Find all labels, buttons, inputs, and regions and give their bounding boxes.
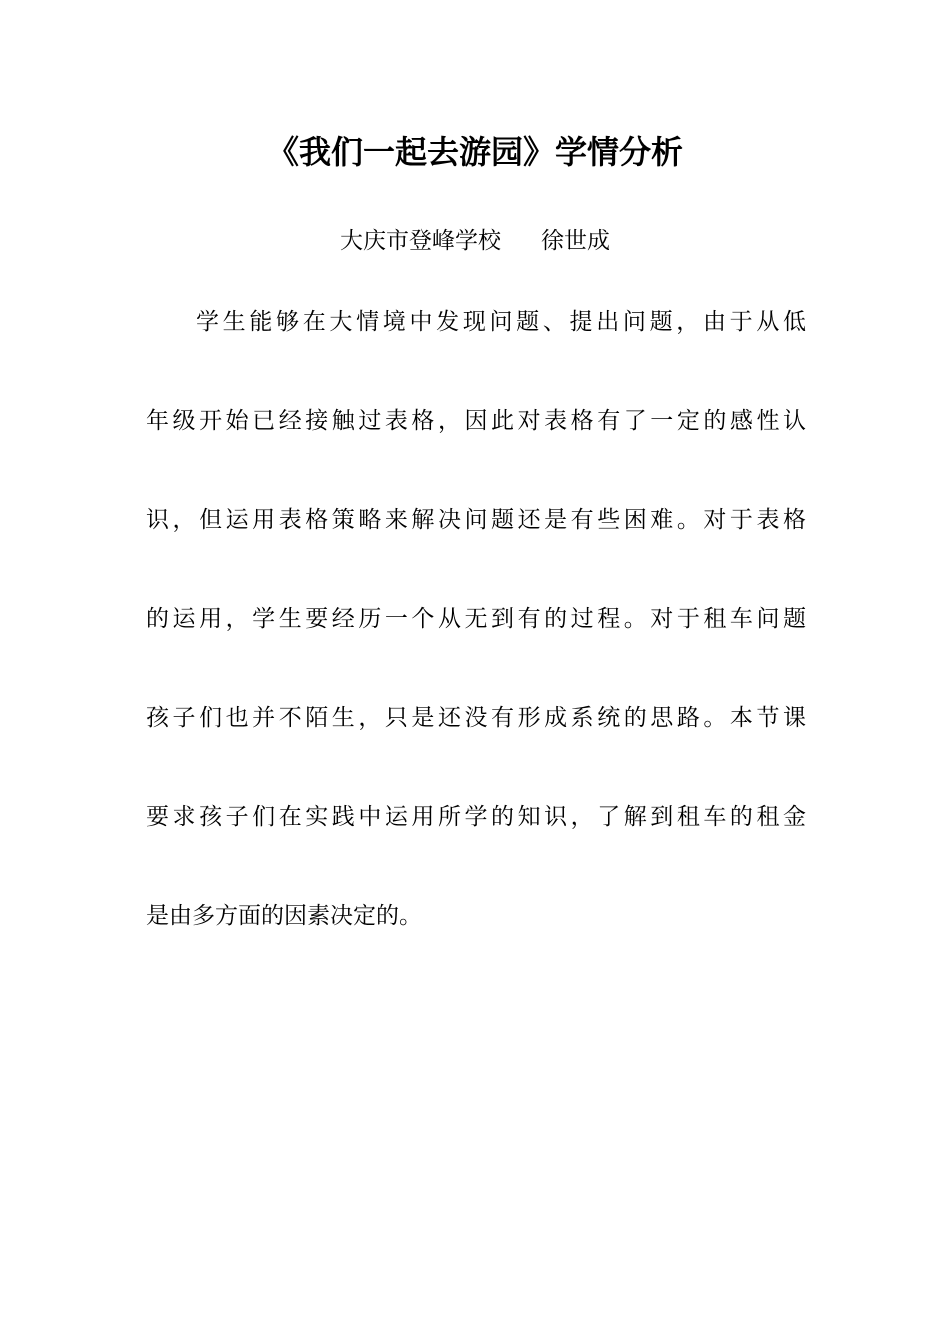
paragraph-line: 的运用，学生要经历一个从无到有的过程。对于租车问题: [146, 606, 806, 632]
byline: [0, 224, 950, 258]
paragraph-line: 年级开始已经接触过表格，因此对表格有了一定的感性认: [146, 408, 806, 434]
author-name: 徐世成: [541, 228, 610, 254]
school-name: 大庆市登峰学校: [340, 228, 501, 254]
document-title: 《我们一起去游园》学情分析: [266, 133, 683, 171]
paragraph-line: 识，但运用表格策略来解决问题还是有些困难。对于表格: [146, 507, 806, 533]
paragraph-line: 是由多方面的因素决定的。: [146, 903, 422, 929]
paragraph-line: 要求孩子们在实践中运用所学的知识，了解到租车的租金: [146, 804, 806, 830]
paragraph-line: 孩子们也并不陌生，只是还没有形成系统的思路。本节课: [146, 705, 806, 731]
paragraph-line: 学生能够在大情境中发现问题、提出问题，由于从低: [196, 309, 806, 335]
